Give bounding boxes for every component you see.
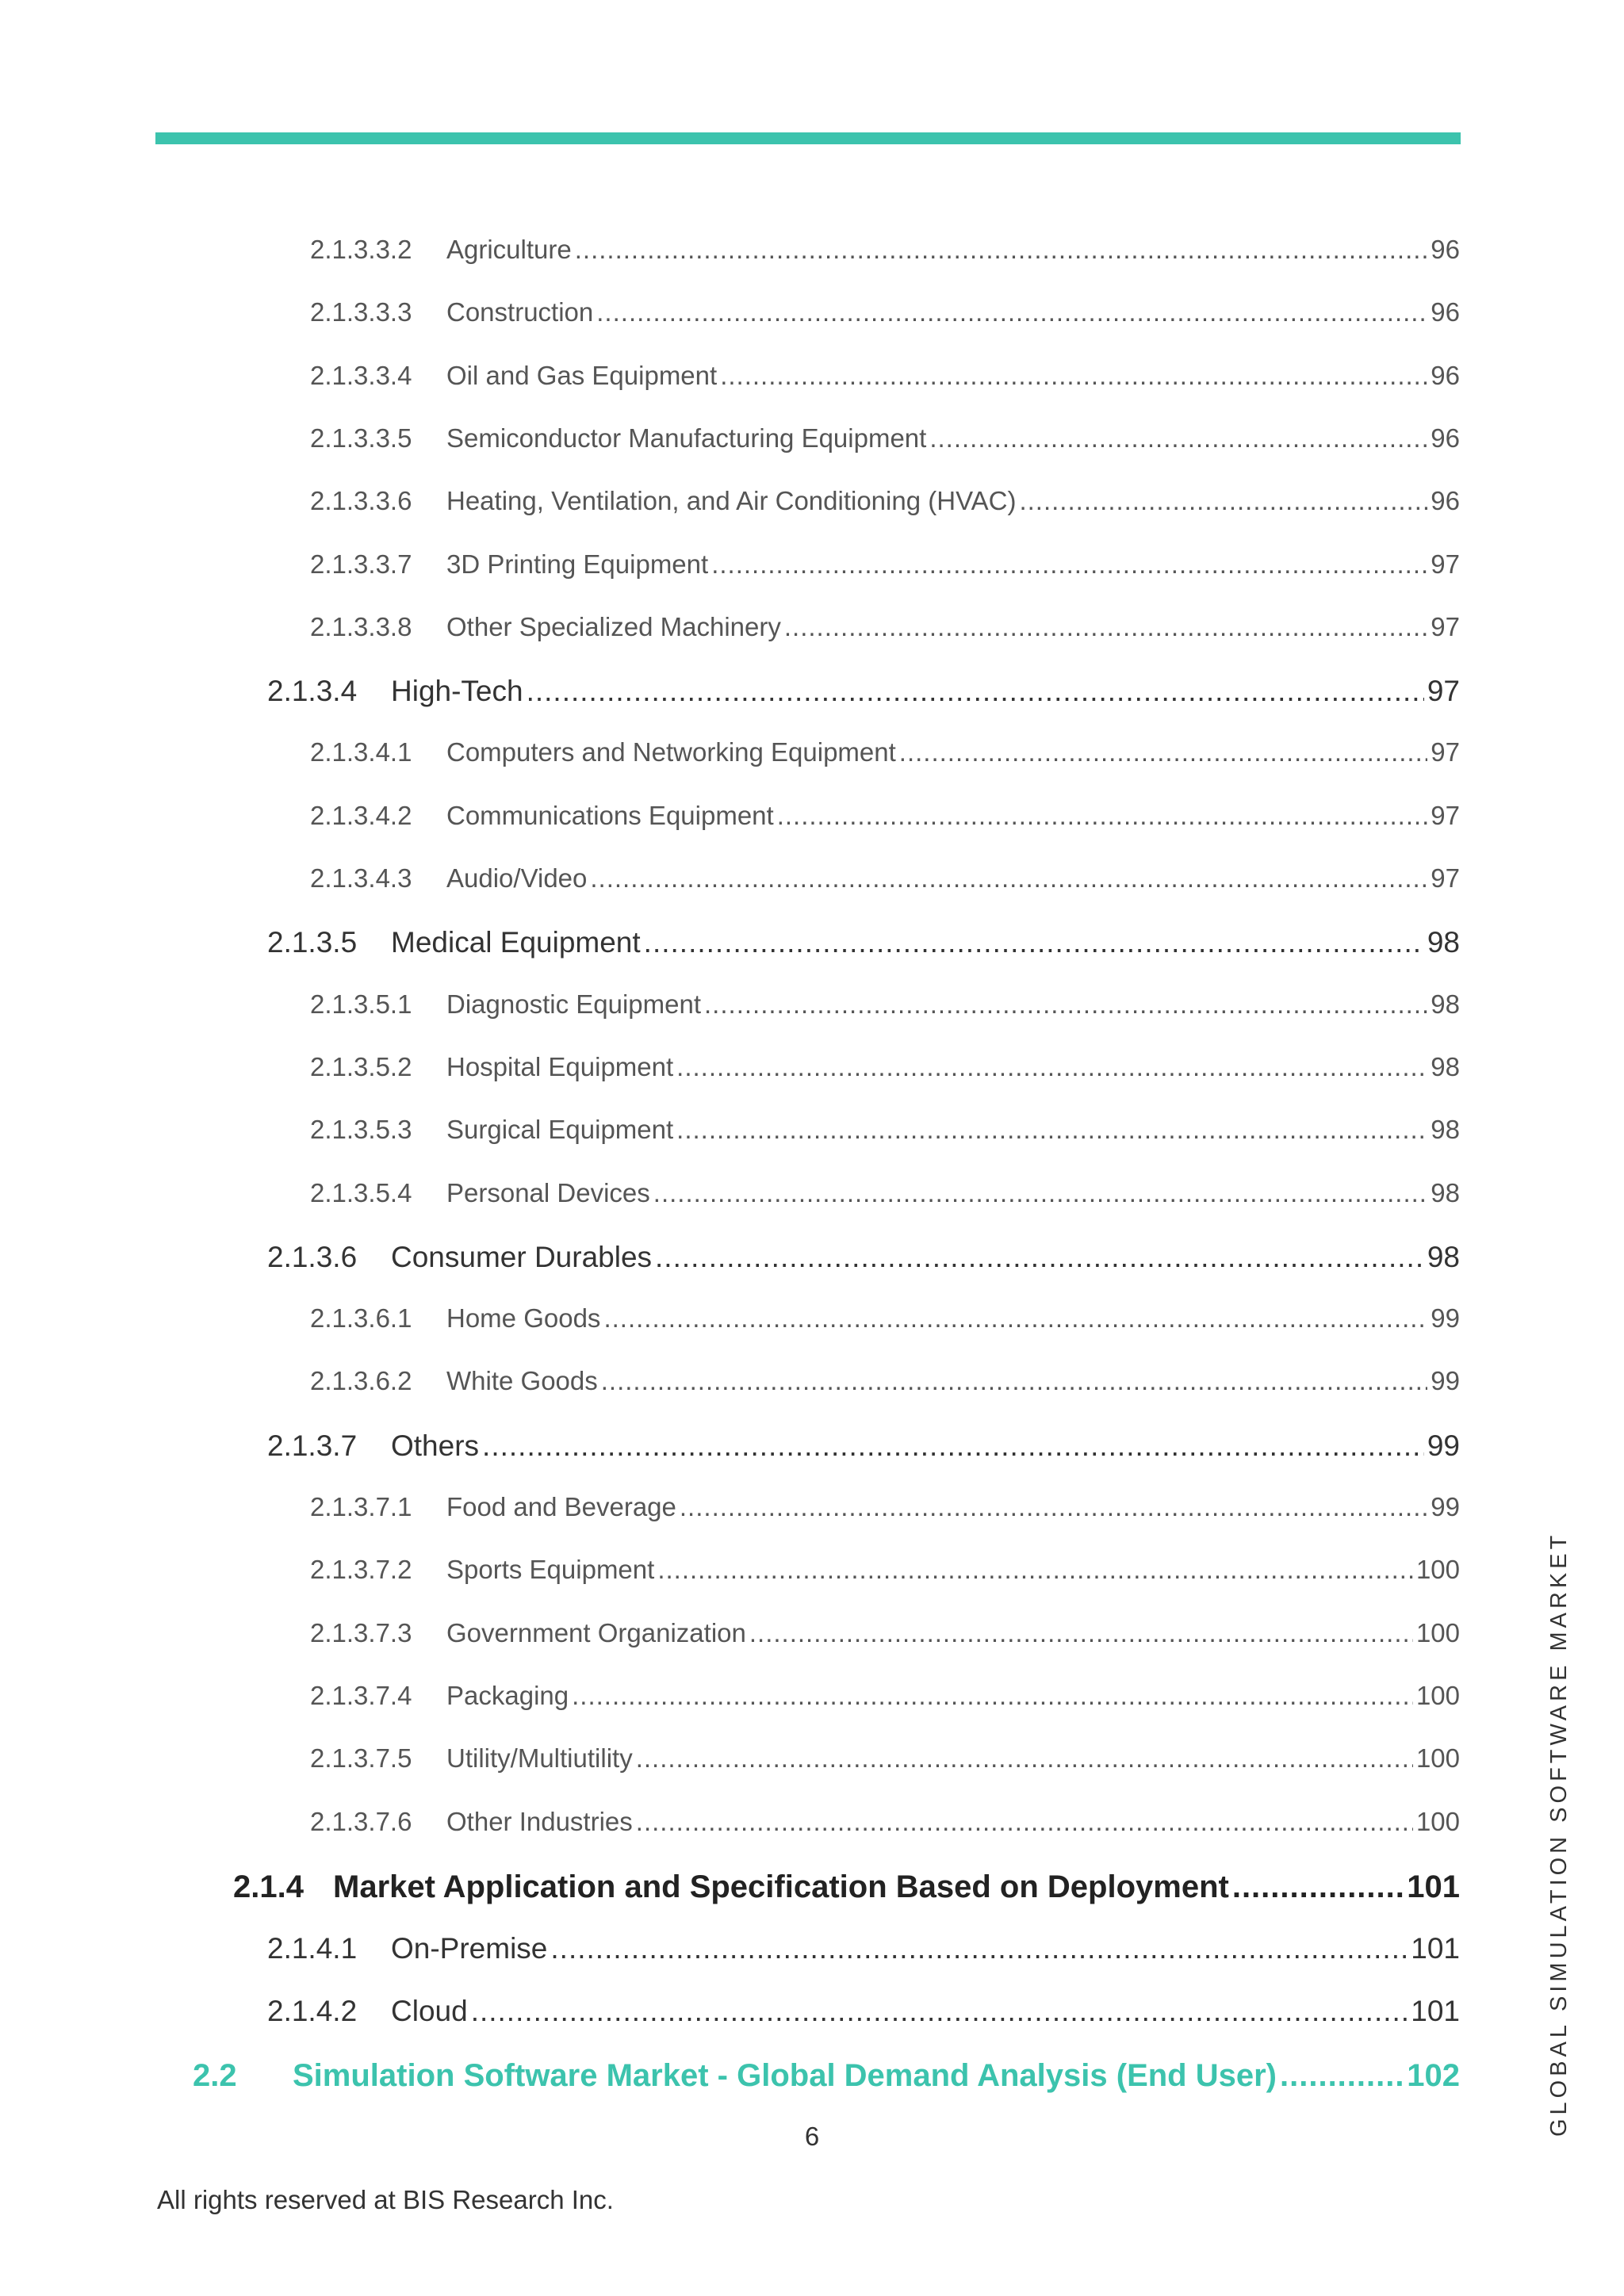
toc-entry-number: 2.1.3.4	[267, 675, 358, 708]
side-report-title: GLOBAL SIMULATION SOFTWARE MARKET	[1546, 1531, 1572, 2137]
toc-entry-title: Audio/Video	[446, 863, 588, 893]
toc-entry-page: 101	[1411, 1995, 1460, 2028]
toc-entry[interactable]	[267, 1241, 1460, 1274]
toc-entry[interactable]	[267, 1995, 1460, 2028]
toc-entry[interactable]	[310, 549, 1460, 580]
toc-entry-page: 97	[1427, 675, 1460, 708]
toc-entry[interactable]	[267, 1932, 1460, 1965]
toc-entry-title: On-Premise	[391, 1932, 548, 1965]
toc-entry[interactable]	[310, 1052, 1460, 1082]
toc-dot-leader	[636, 1743, 1413, 1774]
toc-entry-title: Heating, Ventilation, and Air Conditioning (HVAC)	[446, 486, 1017, 516]
toc-dot-leader	[676, 1052, 1427, 1082]
toc-entry-title: Oil and Gas Equipment	[446, 360, 718, 390]
toc-entry-number: 2.1.3.7.2	[310, 1555, 412, 1585]
toc-entry-page: 99	[1431, 1303, 1460, 1334]
toc-dot-leader	[601, 1366, 1428, 1396]
toc-entry[interactable]	[310, 989, 1460, 1020]
toc-entry[interactable]	[267, 1429, 1460, 1463]
toc-entry-number: 2.1.3.6.2	[310, 1366, 412, 1396]
toc-entry[interactable]	[310, 1366, 1460, 1396]
toc-entry-page: 99	[1431, 1366, 1460, 1396]
toc-dot-leader	[749, 1618, 1413, 1648]
toc-entry-number: 2.1.3.4.3	[310, 863, 412, 893]
toc-entry-number: 2.1.3.3.2	[310, 235, 412, 264]
toc-entry-number: 2.1.3.5.4	[310, 1177, 412, 1207]
toc-entry-number: 2.1.3.7	[267, 1429, 358, 1462]
toc-entry-title: Cloud	[391, 1995, 468, 2028]
toc-dot-leader	[676, 1115, 1427, 1145]
toc-dot-leader	[527, 675, 1424, 708]
toc-entry[interactable]	[267, 926, 1460, 959]
toc-entry-title: Simulation Software Market - Global Demand Analysis (End User)	[293, 2057, 1277, 2093]
toc-entry-page: 100	[1415, 1806, 1460, 1836]
toc-dot-leader	[596, 297, 1427, 327]
toc-entry-page: 98	[1431, 1051, 1460, 1081]
toc-entry-number: 2.1.3.4.1	[310, 737, 412, 767]
toc-entry-title: Utility/Multiutility	[446, 1743, 633, 1774]
toc-entry[interactable]	[310, 486, 1460, 516]
toc-entry-number: 2.1.3.6	[267, 1240, 358, 1273]
toc-entry-number: 2.2	[193, 2057, 237, 2093]
copyright-notice: All rights reserved at BIS Research Inc.	[157, 2185, 614, 2214]
toc-entry[interactable]	[310, 1492, 1460, 1522]
toc-entry[interactable]	[233, 1869, 1460, 1905]
toc-entry-title: Diagnostic Equipment	[446, 989, 702, 1019]
toc-entry-number: 2.1.3.7.5	[310, 1743, 412, 1774]
toc-entry-number: 2.1.3.3.5	[310, 423, 412, 453]
toc-entry-page: 101	[1411, 1932, 1460, 1965]
toc-dot-leader	[1232, 1869, 1404, 1905]
toc-dot-leader	[482, 1429, 1424, 1463]
toc-entry-title: Packaging	[446, 1680, 569, 1710]
toc-entry-number: 2.1.3.7.1	[310, 1492, 412, 1521]
toc-entry-title: Home Goods	[446, 1303, 601, 1334]
toc-entry-number: 2.1.3.3.4	[310, 360, 412, 390]
toc-entry-number: 2.1.3.5	[267, 926, 358, 959]
toc-entry-number: 2.1.4.2	[267, 1995, 358, 2028]
toc-dot-leader	[720, 361, 1427, 391]
toc-entry-number: 2.1.3.3.3	[310, 297, 412, 327]
toc-entry-page: 100	[1415, 1743, 1460, 1774]
toc-entry-title: Medical Equipment	[391, 926, 641, 959]
toc-dot-leader	[653, 1178, 1428, 1208]
toc-entry-title: Other Industries	[446, 1806, 633, 1836]
toc-dot-leader	[657, 1555, 1413, 1585]
toc-entry-page: 99	[1431, 1492, 1460, 1521]
toc-entry[interactable]	[310, 737, 1460, 767]
toc-entry-title: Construction	[446, 297, 594, 327]
toc-entry[interactable]	[310, 1618, 1460, 1648]
toc-entry-title: Hospital Equipment	[446, 1051, 674, 1081]
toc-entry-page: 98	[1431, 1177, 1460, 1207]
toc-entry-page: 96	[1431, 360, 1460, 390]
toc-entry-page: 97	[1431, 800, 1460, 830]
toc-entry-page: 100	[1415, 1617, 1460, 1647]
toc-dot-leader	[471, 1995, 1408, 2028]
toc-entry-number: 2.1.3.3.6	[310, 486, 412, 516]
toc-entry-number: 2.1.4	[233, 1869, 304, 1904]
toc-entry[interactable]	[310, 1807, 1460, 1837]
toc-dot-leader	[1019, 486, 1427, 516]
toc-entry-number: 2.1.4.1	[267, 1932, 358, 1965]
toc-entry-number: 2.1.3.3.7	[310, 549, 412, 579]
toc-dot-leader	[590, 863, 1427, 894]
toc-entry-number: 2.1.3.3.8	[310, 611, 412, 641]
toc-entry[interactable]	[310, 235, 1460, 265]
toc-entry[interactable]	[310, 1743, 1460, 1774]
toc-entry[interactable]	[310, 1178, 1460, 1208]
toc-entry-page: 97	[1431, 611, 1460, 641]
toc-entry[interactable]	[310, 1681, 1460, 1711]
toc-entry-number: 2.1.3.4.2	[310, 800, 412, 830]
toc-entry[interactable]	[310, 1115, 1460, 1145]
toc-entry-title: Food and Beverage	[446, 1492, 676, 1521]
toc-dot-leader	[550, 1932, 1408, 1965]
toc-entry-page: 97	[1431, 863, 1460, 893]
toc-entry-title: Personal Devices	[446, 1177, 650, 1207]
toc-entry-title: Sports Equipment	[446, 1555, 655, 1585]
toc-dot-leader	[572, 1681, 1413, 1711]
toc-entry[interactable]	[310, 297, 1460, 327]
toc-dot-leader	[644, 926, 1424, 959]
toc-entry[interactable]	[310, 1555, 1460, 1585]
toc-entry-page: 96	[1431, 423, 1460, 453]
toc-dot-leader	[784, 612, 1427, 642]
toc-dot-leader	[603, 1303, 1427, 1334]
toc-dot-leader	[777, 801, 1428, 831]
toc-entry-title: Consumer Durables	[391, 1240, 653, 1273]
toc-dot-leader	[655, 1241, 1424, 1274]
toc-entry-title: Semiconductor Manufacturing Equipment	[446, 423, 927, 453]
toc-dot-leader	[636, 1807, 1413, 1837]
toc-entry-number: 2.1.3.5.2	[310, 1051, 412, 1081]
toc-entry-number: 2.1.3.6.1	[310, 1303, 412, 1334]
toc-dot-leader	[680, 1492, 1427, 1522]
toc-entry-page: 98	[1431, 989, 1460, 1019]
toc-entry-page: 98	[1427, 1240, 1460, 1273]
toc-entry-page: 97	[1431, 737, 1460, 767]
toc-entry-number: 2.1.3.7.6	[310, 1806, 412, 1836]
toc-entry-title: Government Organization	[446, 1617, 746, 1647]
page-number: 6	[804, 2122, 820, 2151]
toc-entry[interactable]	[193, 2058, 1460, 2094]
toc-entry-page: 100	[1415, 1680, 1460, 1710]
toc-entry[interactable]	[310, 612, 1460, 642]
toc-dot-leader	[929, 423, 1427, 453]
toc-entry-page: 97	[1431, 549, 1460, 579]
toc-entry[interactable]	[267, 675, 1460, 708]
toc-entry[interactable]	[310, 801, 1460, 831]
toc-entry[interactable]	[310, 863, 1460, 894]
toc-dot-leader	[899, 737, 1427, 767]
toc-entry-page: 96	[1431, 235, 1460, 264]
toc-entry-page: 99	[1427, 1429, 1460, 1462]
toc-entry-number: 2.1.3.5.1	[310, 989, 412, 1019]
toc-entry-title: Surgical Equipment	[446, 1115, 674, 1145]
toc-dot-leader	[711, 549, 1427, 580]
toc-dot-leader	[704, 989, 1427, 1020]
toc-entry-title: 3D Printing Equipment	[446, 549, 709, 579]
toc-entry-number: 2.1.3.7.4	[310, 1680, 412, 1710]
toc-entry-page: 101	[1407, 1869, 1460, 1904]
toc-entry-title: Market Application and Specification Based on Deployment	[333, 1869, 1229, 1904]
toc-entry-number: 2.1.3.5.3	[310, 1115, 412, 1145]
toc-entry[interactable]	[310, 1303, 1460, 1334]
toc-entry[interactable]	[310, 361, 1460, 391]
toc-entry-page: 98	[1431, 1115, 1460, 1145]
toc-entry-title: Others	[391, 1429, 480, 1462]
toc-entry-title: White Goods	[446, 1366, 598, 1396]
toc-entry-number: 2.1.3.7.3	[310, 1617, 412, 1647]
toc-entry-title: Communications Equipment	[446, 800, 774, 830]
toc-entry[interactable]	[310, 423, 1460, 453]
toc-dot-leader	[1280, 2058, 1404, 2094]
toc-entry-title: Computers and Networking Equipment	[446, 737, 896, 767]
toc-entry-page: 100	[1415, 1555, 1460, 1585]
toc-entry-page: 96	[1431, 486, 1460, 516]
toc-entry-title: Agriculture	[446, 235, 572, 264]
toc-dot-leader	[575, 235, 1428, 265]
toc-entry-title: Other Specialized Machinery	[446, 611, 781, 641]
toc-entry-title: High-Tech	[391, 675, 523, 708]
toc-entry-page: 102	[1407, 2057, 1460, 2093]
toc-entry-page: 96	[1431, 297, 1460, 327]
toc-entry-page: 98	[1427, 926, 1460, 959]
